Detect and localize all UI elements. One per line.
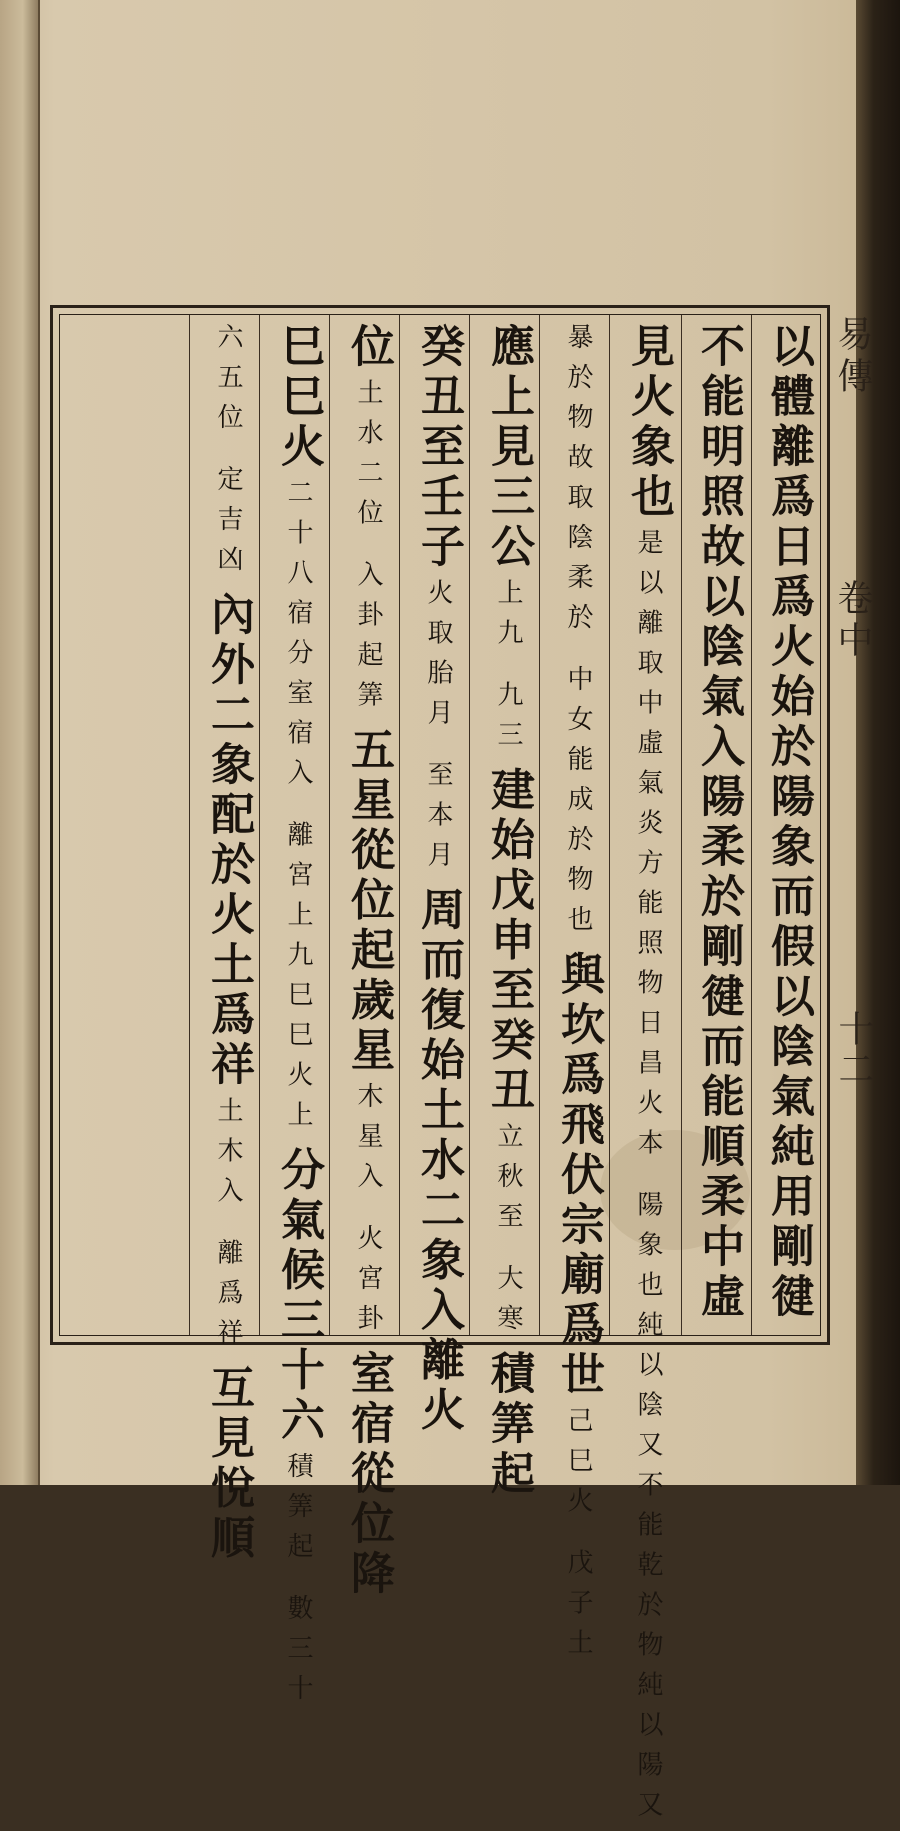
margin-volume-text: 卷中 (832, 579, 873, 663)
column-5-main-2: 建始戊申至癸丑 (483, 766, 534, 1117)
column-3-main: 見火象也 (623, 323, 674, 523)
column-6-main-2: 周而復始土水二象入離火 (413, 886, 464, 1437)
column-7-main: 位 (343, 323, 394, 373)
column-5-commentary: 上九 九三 (493, 578, 523, 761)
text-column-7 (336, 323, 394, 1600)
column-5-commentary-2: 立秋至 大寒 (493, 1122, 523, 1345)
column-5-main: 應上見三公 (483, 323, 534, 573)
column-4-main: 與坎爲飛伏宗廟爲世 (553, 950, 604, 1401)
column-7-commentary-2: 木星入 火宮卦 (353, 1082, 383, 1345)
column-rule (329, 315, 330, 1335)
text-column-8 (266, 323, 324, 1715)
column-rule (751, 315, 752, 1335)
text-column-2 (688, 323, 744, 1343)
column-3-commentary: 是以離取中虛氣炎方能照物日昌火本 陽象也純以陰又不能乾於物純以陽又 (633, 528, 663, 1831)
column-rule (399, 315, 400, 1335)
margin-title-text: 易傳 (832, 315, 873, 399)
column-5-main-3: 積筭起 (483, 1349, 534, 1500)
column-8-main: 巳巳火 (273, 323, 324, 473)
text-frame-inner (59, 314, 821, 1831)
column-1-main: 以體離爲日爲火始於陽象而假以陰氣純用剛徤 (763, 323, 814, 1323)
text-column-1 (758, 323, 814, 1343)
book-spine-edge (856, 0, 900, 1485)
previous-page-edge (0, 0, 40, 1485)
column-4-commentary-2: 己巳火 戊子土 (563, 1406, 593, 1669)
column-9-main-2: 互見悅順 (203, 1364, 254, 1565)
column-6-commentary: 火取胎月 至本月 (423, 578, 453, 881)
column-rule (609, 315, 610, 1335)
text-column-4 (546, 323, 604, 1669)
text-column-5 (476, 323, 534, 1500)
column-8-main-2: 分氣候三十六 (273, 1146, 324, 1447)
column-rule (681, 315, 682, 1335)
column-6-main: 癸丑至壬子 (413, 323, 464, 573)
column-7-commentary: 土水二位 入卦起筭 (353, 378, 383, 721)
column-8-commentary-2: 積筭起 數三十 (283, 1452, 313, 1715)
column-rule (259, 315, 260, 1335)
column-8-commentary: 二十八宿分室宿入 離宮上九巳巳火上 (283, 478, 313, 1141)
column-rule (469, 315, 470, 1335)
column-7-main-3: 室宿從位降 (343, 1349, 394, 1600)
folio-number: 十二 (833, 1010, 874, 1090)
column-2-main: 不能明照故以陰氣入陽柔於剛徤而能順柔中虛 (693, 323, 744, 1323)
column-7-main-2: 五星從位起歲星 (343, 726, 394, 1077)
text-frame (50, 305, 830, 1831)
text-column-9 (196, 323, 254, 1565)
column-rule (539, 315, 540, 1335)
margin-title (832, 315, 872, 663)
text-column-3 (616, 323, 674, 1831)
column-9-commentary: 六五位 定吉凶 (213, 323, 243, 586)
text-column-6 (406, 323, 464, 1437)
column-9-main: 內外二象配於火土爲祥 (203, 590, 254, 1091)
column-4-commentary: 暴於物故取陰柔於 中女能成於物也 (563, 323, 593, 946)
column-9-commentary-2: 土木入 離爲祥 (213, 1096, 243, 1359)
column-rule (189, 315, 190, 1335)
